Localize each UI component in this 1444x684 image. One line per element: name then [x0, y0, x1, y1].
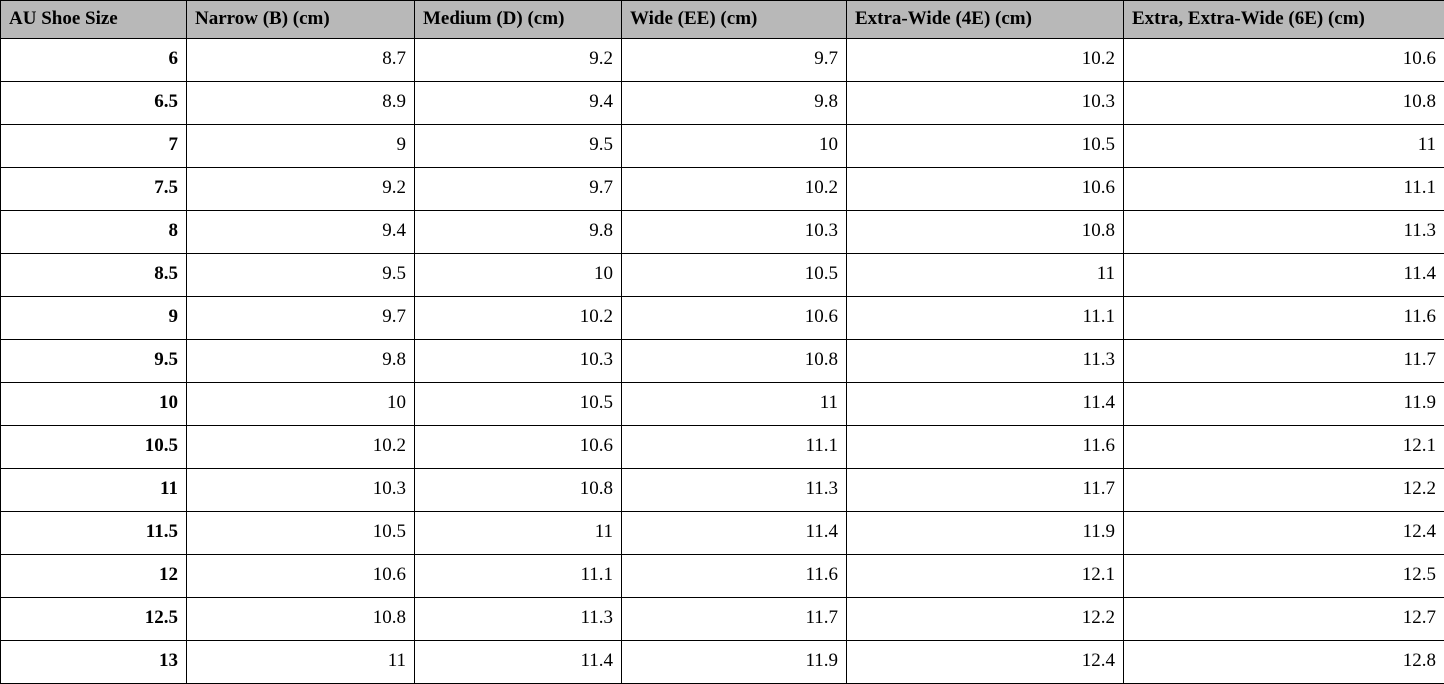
cell-extra-extra-wide-6e: 11.1	[1124, 168, 1444, 211]
cell-au-shoe-size: 9.5	[1, 340, 187, 383]
cell-extra-extra-wide-6e: 10.8	[1124, 82, 1444, 125]
cell-medium-d: 10.5	[415, 383, 622, 426]
cell-medium-d: 10.6	[415, 426, 622, 469]
cell-extra-wide-4e: 11.9	[847, 512, 1124, 555]
table-row	[1, 426, 1444, 469]
cell-narrow-b: 9.5	[187, 254, 415, 297]
column-header-extra-extra-wide-6e: Extra, Extra-Wide (6E) (cm)	[1124, 1, 1444, 39]
cell-wide-ee: 11.6	[622, 555, 847, 598]
cell-medium-d: 11	[415, 512, 622, 555]
cell-medium-d: 9.5	[415, 125, 622, 168]
table-header	[1, 1, 1444, 39]
cell-wide-ee: 10.2	[622, 168, 847, 211]
cell-extra-wide-4e: 11.3	[847, 340, 1124, 383]
cell-au-shoe-size: 12.5	[1, 598, 187, 641]
cell-au-shoe-size: 10.5	[1, 426, 187, 469]
cell-extra-extra-wide-6e: 11.6	[1124, 297, 1444, 340]
table-row	[1, 598, 1444, 641]
table-row	[1, 512, 1444, 555]
cell-au-shoe-size: 7.5	[1, 168, 187, 211]
table-row	[1, 469, 1444, 512]
cell-extra-wide-4e: 12.1	[847, 555, 1124, 598]
column-header-au-shoe-size: AU Shoe Size	[1, 1, 187, 39]
table-row	[1, 168, 1444, 211]
table-row	[1, 82, 1444, 125]
cell-medium-d: 11.3	[415, 598, 622, 641]
cell-narrow-b: 8.9	[187, 82, 415, 125]
cell-medium-d: 9.2	[415, 39, 622, 82]
cell-au-shoe-size: 12	[1, 555, 187, 598]
column-header-narrow-b: Narrow (B) (cm)	[187, 1, 415, 39]
cell-medium-d: 11.4	[415, 641, 622, 684]
cell-wide-ee: 9.7	[622, 39, 847, 82]
table-body	[1, 39, 1444, 684]
cell-extra-wide-4e: 12.2	[847, 598, 1124, 641]
cell-extra-extra-wide-6e: 11	[1124, 125, 1444, 168]
cell-extra-wide-4e: 10.6	[847, 168, 1124, 211]
cell-extra-extra-wide-6e: 12.2	[1124, 469, 1444, 512]
cell-extra-wide-4e: 10.2	[847, 39, 1124, 82]
table-row	[1, 39, 1444, 82]
cell-wide-ee: 10.8	[622, 340, 847, 383]
cell-au-shoe-size: 8	[1, 211, 187, 254]
cell-extra-extra-wide-6e: 12.1	[1124, 426, 1444, 469]
cell-wide-ee: 10.5	[622, 254, 847, 297]
cell-wide-ee: 11.9	[622, 641, 847, 684]
cell-wide-ee: 11.1	[622, 426, 847, 469]
cell-extra-wide-4e: 11.6	[847, 426, 1124, 469]
cell-narrow-b: 9.2	[187, 168, 415, 211]
cell-extra-extra-wide-6e: 12.8	[1124, 641, 1444, 684]
cell-extra-wide-4e: 10.8	[847, 211, 1124, 254]
cell-au-shoe-size: 9	[1, 297, 187, 340]
cell-narrow-b: 10	[187, 383, 415, 426]
cell-narrow-b: 8.7	[187, 39, 415, 82]
cell-au-shoe-size: 8.5	[1, 254, 187, 297]
cell-wide-ee: 10.3	[622, 211, 847, 254]
cell-extra-wide-4e: 11.4	[847, 383, 1124, 426]
cell-au-shoe-size: 6	[1, 39, 187, 82]
cell-medium-d: 10.2	[415, 297, 622, 340]
cell-extra-extra-wide-6e: 11.9	[1124, 383, 1444, 426]
cell-wide-ee: 11.3	[622, 469, 847, 512]
cell-medium-d: 9.8	[415, 211, 622, 254]
cell-extra-wide-4e: 11.7	[847, 469, 1124, 512]
cell-au-shoe-size: 10	[1, 383, 187, 426]
cell-narrow-b: 9.8	[187, 340, 415, 383]
cell-extra-extra-wide-6e: 11.4	[1124, 254, 1444, 297]
cell-medium-d: 10.3	[415, 340, 622, 383]
cell-narrow-b: 10.5	[187, 512, 415, 555]
cell-narrow-b: 10.8	[187, 598, 415, 641]
table-row	[1, 211, 1444, 254]
cell-extra-extra-wide-6e: 11.3	[1124, 211, 1444, 254]
table-row	[1, 641, 1444, 684]
cell-narrow-b: 11	[187, 641, 415, 684]
cell-au-shoe-size: 11	[1, 469, 187, 512]
column-header-medium-d: Medium (D) (cm)	[415, 1, 622, 39]
cell-au-shoe-size: 7	[1, 125, 187, 168]
cell-wide-ee: 10.6	[622, 297, 847, 340]
cell-au-shoe-size: 6.5	[1, 82, 187, 125]
table-row	[1, 125, 1444, 168]
cell-extra-wide-4e: 10.5	[847, 125, 1124, 168]
cell-wide-ee: 11.7	[622, 598, 847, 641]
cell-extra-wide-4e: 10.3	[847, 82, 1124, 125]
cell-narrow-b: 9	[187, 125, 415, 168]
cell-medium-d: 10.8	[415, 469, 622, 512]
table-row	[1, 297, 1444, 340]
cell-narrow-b: 10.2	[187, 426, 415, 469]
cell-extra-extra-wide-6e: 12.7	[1124, 598, 1444, 641]
cell-narrow-b: 9.7	[187, 297, 415, 340]
table-row	[1, 340, 1444, 383]
table-header-row	[1, 1, 1444, 39]
cell-medium-d: 9.4	[415, 82, 622, 125]
cell-medium-d: 9.7	[415, 168, 622, 211]
cell-extra-wide-4e: 11.1	[847, 297, 1124, 340]
table-row	[1, 555, 1444, 598]
cell-extra-extra-wide-6e: 10.6	[1124, 39, 1444, 82]
cell-medium-d: 10	[415, 254, 622, 297]
cell-extra-wide-4e: 12.4	[847, 641, 1124, 684]
cell-au-shoe-size: 13	[1, 641, 187, 684]
cell-extra-extra-wide-6e: 11.7	[1124, 340, 1444, 383]
table-row	[1, 383, 1444, 426]
cell-wide-ee: 11.4	[622, 512, 847, 555]
cell-wide-ee: 10	[622, 125, 847, 168]
cell-wide-ee: 11	[622, 383, 847, 426]
cell-narrow-b: 10.6	[187, 555, 415, 598]
column-header-wide-ee: Wide (EE) (cm)	[622, 1, 847, 39]
cell-au-shoe-size: 11.5	[1, 512, 187, 555]
cell-extra-extra-wide-6e: 12.5	[1124, 555, 1444, 598]
column-header-extra-wide-4e: Extra-Wide (4E) (cm)	[847, 1, 1124, 39]
cell-extra-extra-wide-6e: 12.4	[1124, 512, 1444, 555]
cell-medium-d: 11.1	[415, 555, 622, 598]
table-row	[1, 254, 1444, 297]
cell-wide-ee: 9.8	[622, 82, 847, 125]
cell-narrow-b: 9.4	[187, 211, 415, 254]
cell-narrow-b: 10.3	[187, 469, 415, 512]
cell-extra-wide-4e: 11	[847, 254, 1124, 297]
